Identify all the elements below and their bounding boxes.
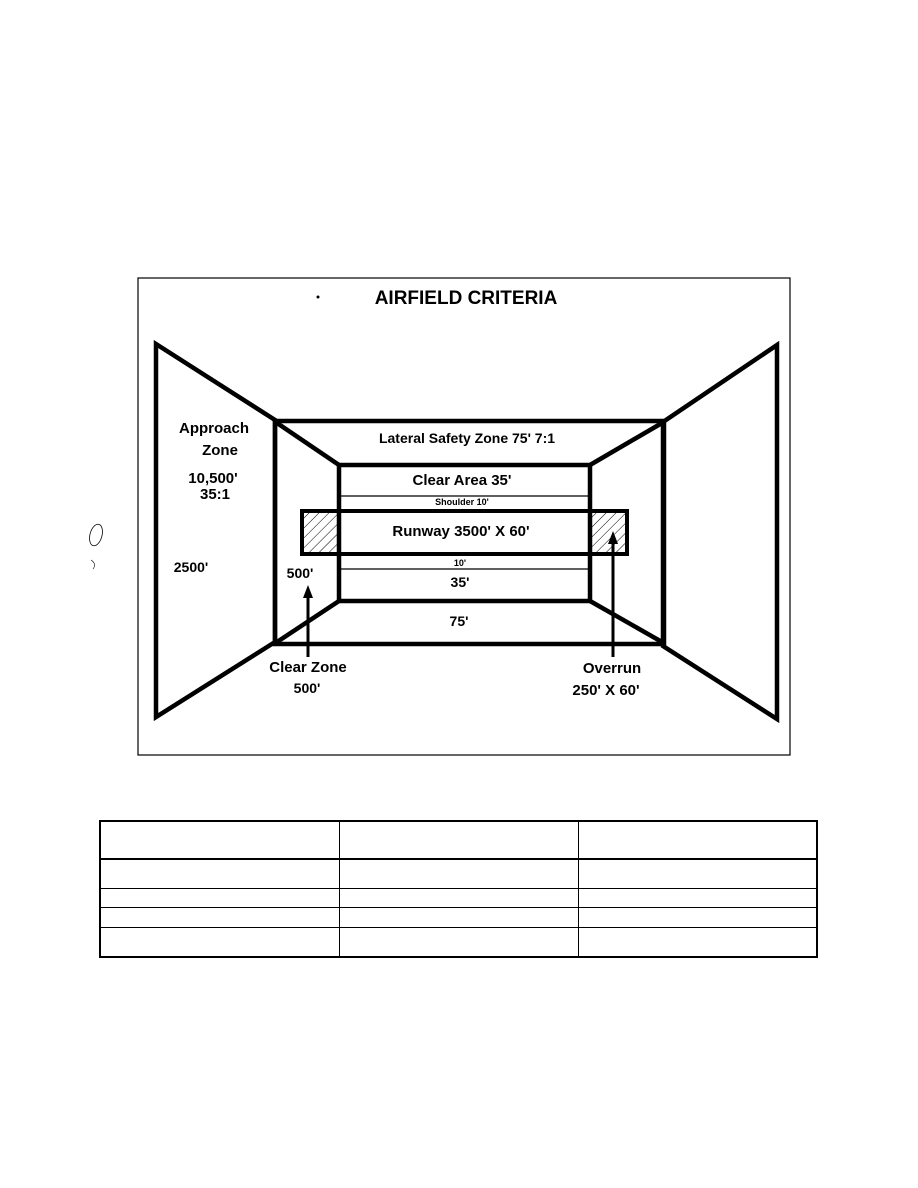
table-cell [339, 928, 578, 957]
overrun-right-hatch [590, 511, 627, 554]
blank-table-container [99, 820, 818, 958]
table-cell [578, 908, 817, 928]
table-header-cell [339, 821, 578, 859]
scan-mark-curve [91, 560, 95, 569]
lateral-safety-zone-label: Lateral Safety Zone 75' 7:1 [378, 430, 556, 446]
clear-area-bottom-label: 35' [450, 574, 470, 590]
overrun-size-label: 250' X 60' [572, 682, 640, 699]
table-cell [100, 928, 339, 957]
approach-slope-label: 35:1 [199, 486, 231, 503]
approach-length-label: 10,500' [188, 470, 238, 487]
table-row [100, 888, 817, 908]
table-cell [578, 928, 817, 957]
table-cell [578, 859, 817, 888]
table-row [100, 908, 817, 928]
table-row [100, 859, 817, 888]
table-cell [578, 888, 817, 908]
overrun-left-hatch [302, 511, 339, 554]
approach-zone-label-line1: Approach [178, 420, 250, 437]
table-cell [100, 908, 339, 928]
connector-top-right [590, 423, 662, 465]
blank-table [99, 820, 818, 958]
approach-zone-right [663, 345, 777, 719]
clear-zone-arrow-head [303, 585, 313, 598]
runway-label: Runway 3500' X 60' [392, 523, 530, 540]
stray-dot [317, 296, 320, 299]
shoulder-label: Shoulder 10' [435, 497, 489, 507]
approach-zone-label-line2: Zone [202, 442, 238, 459]
clear-zone-label: Clear Zone [269, 659, 347, 676]
table-cell [100, 888, 339, 908]
clear-area-label: Clear Area 35' [412, 472, 512, 489]
table-cell [100, 859, 339, 888]
table-cell [339, 908, 578, 928]
table-header-cell [100, 821, 339, 859]
diagram-title: AIRFIELD CRITERIA [374, 288, 558, 309]
approach-zone-left [156, 344, 275, 717]
figure-frame [138, 278, 790, 755]
clear-zone-width-label: 500' [286, 565, 314, 581]
shoulder-bottom-label: 10' [453, 558, 467, 568]
table-cell [339, 859, 578, 888]
lateral-bottom-label: 75' [449, 613, 469, 629]
connector-bottom-right [590, 601, 662, 642]
clear-zone-length-label: 500' [293, 680, 321, 696]
overrun-label: Overrun [582, 660, 642, 677]
table-cell [339, 888, 578, 908]
table-header-row [100, 821, 817, 859]
scan-mark-circle [87, 523, 104, 547]
table-header-cell [578, 821, 817, 859]
approach-width-label: 2500' [173, 559, 209, 575]
table-row [100, 928, 817, 957]
connector-top-left [277, 423, 339, 465]
